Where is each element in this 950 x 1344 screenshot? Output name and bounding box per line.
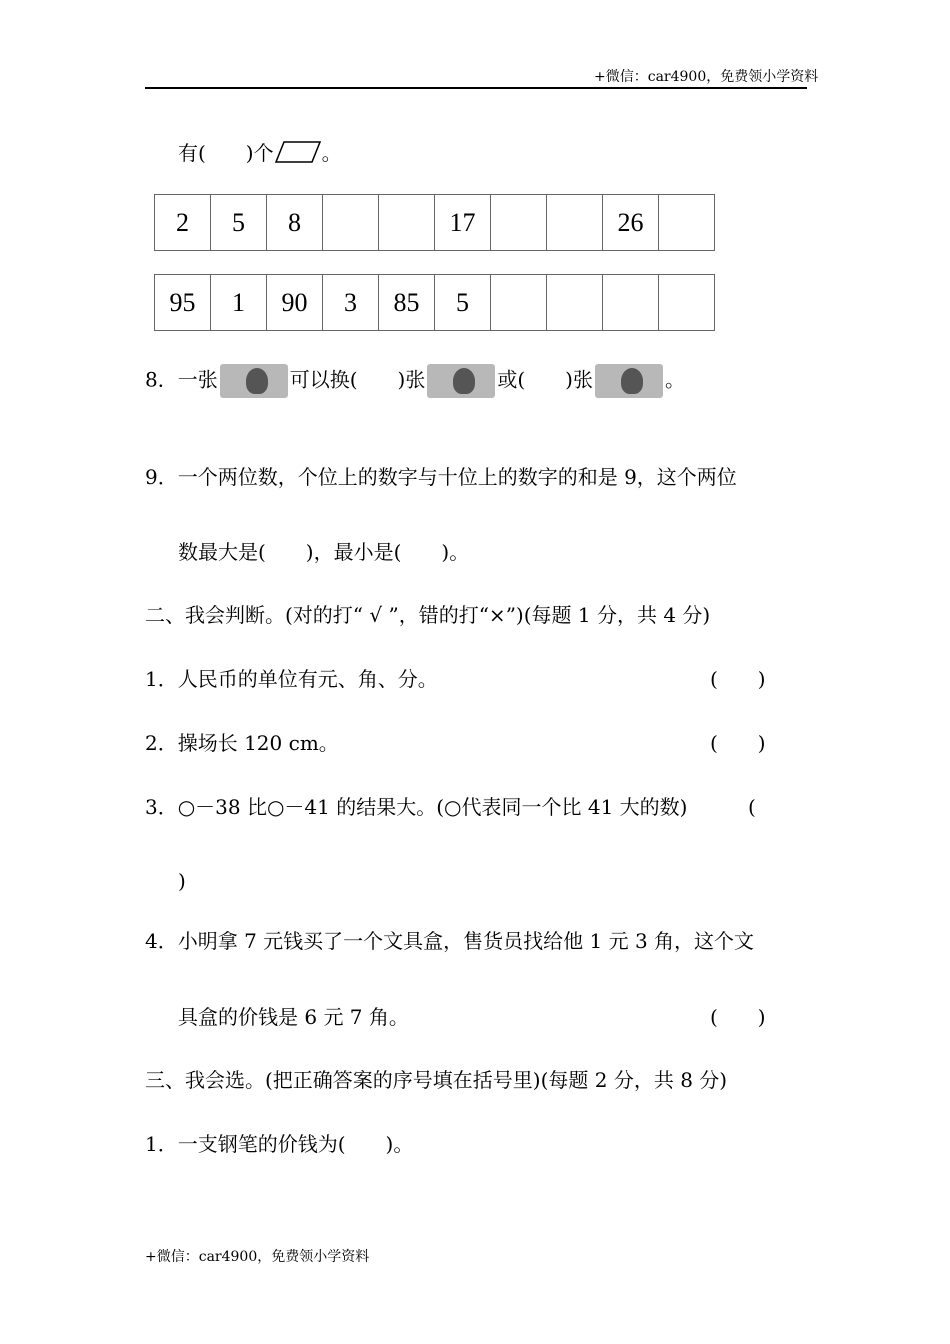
footer-note: +微信：car4900，免费领小学资料 xyxy=(145,1249,370,1265)
judge-item-4-line-2: 具盒的价钱是 6 元 7 角。 xyxy=(178,1005,409,1029)
parallelogram-icon xyxy=(274,140,322,169)
sequence-table-2 xyxy=(154,274,715,331)
answer-paren: ( ) xyxy=(710,731,766,755)
table-cell xyxy=(603,275,659,331)
choice-item-1: 1．一支钢笔的价钱为( )。 xyxy=(145,1132,414,1156)
answer-paren-open: ( xyxy=(748,795,756,819)
table-cell: 2 xyxy=(155,195,211,251)
table-cell: 3 xyxy=(323,275,379,331)
table-cell: 8 xyxy=(267,195,323,251)
table-cell xyxy=(659,275,715,331)
answer-paren: ( ) xyxy=(710,667,766,691)
section-2-heading: 二、我会判断。(对的打“ √ ”，错的打“×”)(每题 1 分，共 4 分) xyxy=(145,603,711,627)
q8-part-2: 可以换( )张 xyxy=(289,367,426,392)
q8-part-1: 8．一张 xyxy=(145,367,218,392)
table-cell: 26 xyxy=(603,195,659,251)
table-cell xyxy=(547,275,603,331)
q7-tail xyxy=(178,140,342,169)
q7-end: 。 xyxy=(321,141,342,165)
table-cell: 95 xyxy=(155,275,211,331)
section-3-heading: 三、我会选。(把正确答案的序号填在括号里)(每题 2 分，共 8 分) xyxy=(145,1068,728,1092)
question-8 xyxy=(145,364,685,398)
q8-part-4: 。 xyxy=(664,367,685,392)
table-cell xyxy=(379,195,435,251)
table-cell: 5 xyxy=(435,275,491,331)
banknote-icon xyxy=(595,364,663,398)
table-cell: 85 xyxy=(379,275,435,331)
q9-line-1: 9．一个两位数，个位上的数字与十位上的数字的和是 9，这个两位 xyxy=(145,465,737,489)
judge-item-1: 1．人民币的单位有元、角、分。 xyxy=(145,667,438,691)
table-cell: 1 xyxy=(211,275,267,331)
table-cell xyxy=(323,195,379,251)
judge-item-3: 3．○－38 比○－41 的结果大。(○代表同一个比 41 大的数) xyxy=(145,795,688,819)
judge-item-2: 2．操场长 120 cm。 xyxy=(145,731,339,755)
q8-part-3: 或( )张 xyxy=(497,367,593,392)
header-rule xyxy=(145,87,807,89)
header-note: +微信：car4900，免费领小学资料 xyxy=(594,69,819,85)
banknote-icon xyxy=(220,364,288,398)
table-cell: 5 xyxy=(211,195,267,251)
table-cell: 90 xyxy=(267,275,323,331)
judge-item-4-line-1: 4．小明拿 7 元钱买了一个文具盒，售货员找给他 1 元 3 角，这个文 xyxy=(145,929,755,953)
table-cell xyxy=(547,195,603,251)
table-cell xyxy=(491,275,547,331)
banknote-icon xyxy=(427,364,495,398)
sequence-table-1 xyxy=(154,194,715,251)
q7-tail-text: 有( )个 xyxy=(178,141,274,165)
q9-line-2: 数最大是( )，最小是( )。 xyxy=(178,540,470,564)
table-cell xyxy=(659,195,715,251)
table-cell: 17 xyxy=(435,195,491,251)
answer-paren: ( ) xyxy=(710,1005,766,1029)
answer-paren-close: ) xyxy=(178,869,186,893)
table-cell xyxy=(491,195,547,251)
